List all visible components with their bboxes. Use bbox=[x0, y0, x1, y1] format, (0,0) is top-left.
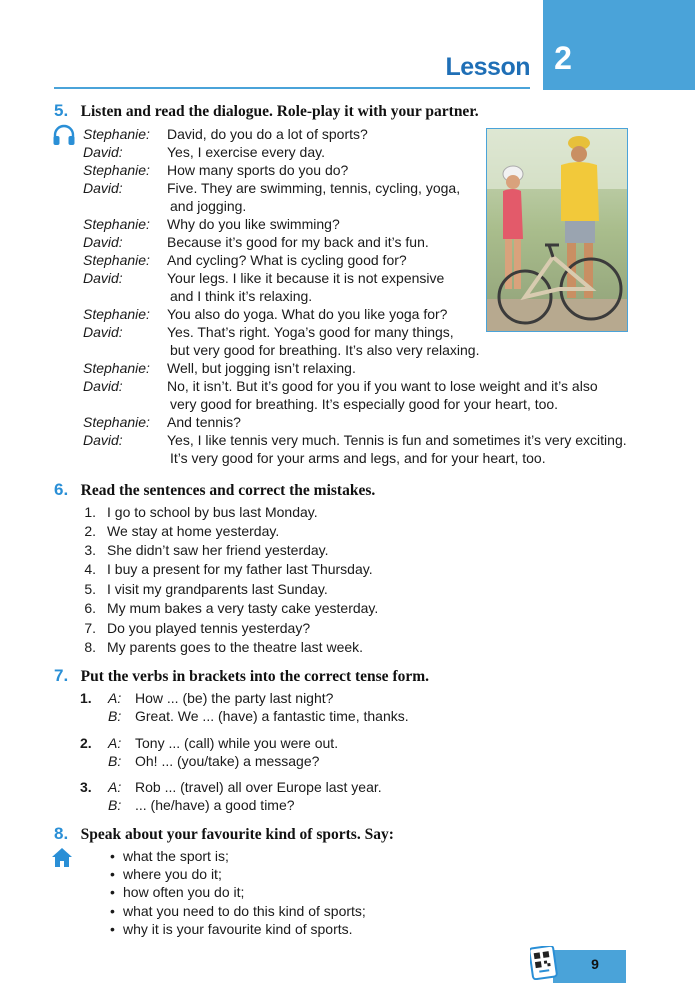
cyclists-photo bbox=[486, 128, 628, 332]
item-number: 2. bbox=[80, 735, 92, 751]
bullet-dot: • bbox=[110, 866, 115, 882]
speaker-a-label: A: bbox=[108, 735, 122, 751]
list-item-number: 4. bbox=[84, 561, 96, 577]
line-a: Rob ... (travel) all over Europe last year. bbox=[135, 779, 382, 795]
list-item-number: 8. bbox=[84, 639, 96, 655]
list-item-number: 6. bbox=[84, 600, 96, 616]
dialogue-line: Yes, I like tennis very much. Tennis is fun and sometimes it’s very exciting. bbox=[167, 432, 627, 448]
dialogue-line: And cycling? What is cycling good for? bbox=[167, 252, 407, 268]
list-item-number: 2. bbox=[84, 523, 96, 539]
list-item: My parents goes to the theatre last week. bbox=[107, 639, 364, 655]
bullet-dot: • bbox=[110, 884, 115, 900]
exercise-number: 7. bbox=[54, 666, 69, 685]
list-item: Do you played tennis yesterday? bbox=[107, 620, 311, 636]
line-b: Great. We ... (have) a fantastic time, thanks. bbox=[135, 708, 409, 724]
dialogue-speaker: Stephanie: bbox=[83, 216, 150, 232]
exercise-6-heading bbox=[54, 480, 375, 500]
dialogue-speaker: David: bbox=[83, 432, 123, 448]
dialogue-line: Yes. That’s right. Yoga’s good for many things, bbox=[167, 324, 454, 340]
lesson-number: 2 bbox=[554, 40, 572, 76]
dialogue-line: No, it isn’t. But it’s good for you if you want to lose weight and it’s also bbox=[167, 378, 598, 394]
speaker-a-label: A: bbox=[108, 690, 122, 706]
list-item-number: 1. bbox=[84, 504, 96, 520]
dialogue-speaker: David: bbox=[83, 144, 123, 160]
list-item-number: 5. bbox=[84, 581, 96, 597]
qr-code-icon[interactable] bbox=[530, 946, 558, 980]
dialogue-line: but very good for breathing. It’s also very relaxing. bbox=[170, 342, 480, 358]
bullet-dot: • bbox=[110, 903, 115, 919]
dialogue-line: Well, but jogging isn’t relaxing. bbox=[167, 360, 356, 376]
prompt-item: how often you do it; bbox=[123, 884, 245, 900]
list-item-number: 7. bbox=[84, 620, 96, 636]
dialogue-speaker: Stephanie: bbox=[83, 414, 150, 430]
list-item: My mum bakes a very tasty cake yesterday. bbox=[107, 600, 379, 616]
prompt-item: what you need to do this kind of sports; bbox=[123, 903, 366, 919]
exercise-title: Listen and read the dialogue. Role-play it with your partner. bbox=[80, 103, 479, 120]
exercise-8-heading bbox=[54, 824, 394, 844]
exercise-title: Read the sentences and correct the mistakes. bbox=[80, 482, 376, 499]
list-item-number: 3. bbox=[84, 542, 96, 558]
item-number: 1. bbox=[80, 690, 92, 706]
exercise-number: 5. bbox=[54, 101, 69, 120]
dialogue-line: Why do you like swimming? bbox=[167, 216, 340, 232]
dialogue-speaker: Stephanie: bbox=[83, 360, 150, 376]
dialogue-speaker: Stephanie: bbox=[83, 306, 150, 322]
bullet-dot: • bbox=[110, 921, 115, 937]
speaker-a-label: A: bbox=[108, 779, 122, 795]
dialogue-speaker: David: bbox=[83, 378, 123, 394]
dialogue-speaker: Stephanie: bbox=[83, 162, 150, 178]
dialogue-line: How many sports do you do? bbox=[167, 162, 349, 178]
home-icon bbox=[50, 846, 74, 868]
dialogue-speaker: David: bbox=[83, 324, 123, 340]
line-b: Oh! ... (you/take) a message? bbox=[135, 753, 320, 769]
speaker-b-label: B: bbox=[108, 797, 122, 813]
prompt-item: what the sport is; bbox=[123, 848, 229, 864]
header-divider bbox=[54, 87, 530, 89]
list-item: I visit my grandparents last Sunday. bbox=[107, 581, 328, 597]
prompt-item: why it is your favourite kind of sports. bbox=[123, 921, 353, 937]
dialogue-line: Yes, I exercise every day. bbox=[167, 144, 325, 160]
speaker-b-label: B: bbox=[108, 708, 122, 724]
dialogue-line: and I think it’s relaxing. bbox=[170, 288, 313, 304]
list-item: She didn’t saw her friend yesterday. bbox=[107, 542, 329, 558]
speaker-b-label: B: bbox=[108, 753, 122, 769]
dialogue-speaker: Stephanie: bbox=[83, 126, 150, 142]
dialogue-line: It’s very good for your arms and legs, and for your heart, too. bbox=[170, 450, 546, 466]
exercise-title: Put the verbs in brackets into the correct tense form. bbox=[80, 668, 430, 685]
exercise-title: Speak about your favourite kind of sports. Say: bbox=[80, 826, 394, 843]
page-number: 9 bbox=[591, 956, 599, 972]
dialogue-speaker: David: bbox=[83, 270, 123, 286]
dialogue-line: very good for breathing. It’s especially good for your heart, too. bbox=[170, 396, 559, 412]
headphones-icon bbox=[52, 124, 76, 146]
dialogue-speaker: David: bbox=[83, 234, 123, 250]
dialogue-line: Five. They are swimming, tennis, cycling, yoga, bbox=[167, 180, 461, 196]
exercise-number: 6. bbox=[54, 480, 69, 499]
list-item: I buy a present for my father last Thursday. bbox=[107, 561, 373, 577]
exercise-number: 8. bbox=[54, 824, 69, 843]
dialogue-line: Because it’s good for my back and it’s fun. bbox=[167, 234, 429, 250]
dialogue-line: and jogging. bbox=[170, 198, 247, 214]
prompt-item: where you do it; bbox=[123, 866, 222, 882]
dialogue-speaker: David: bbox=[83, 180, 123, 196]
dialogue-line: You also do yoga. What do you like yoga for? bbox=[167, 306, 448, 322]
exercise-5-heading bbox=[54, 101, 479, 121]
item-number: 3. bbox=[80, 779, 92, 795]
list-item: I go to school by bus last Monday. bbox=[107, 504, 318, 520]
line-b: ... (he/have) a good time? bbox=[135, 797, 295, 813]
list-item: We stay at home yesterday. bbox=[107, 523, 280, 539]
bullet-dot: • bbox=[110, 848, 115, 864]
dialogue-line: And tennis? bbox=[167, 414, 241, 430]
dialogue-speaker: Stephanie: bbox=[83, 252, 150, 268]
line-a: Tony ... (call) while you were out. bbox=[135, 735, 339, 751]
dialogue-line: David, do you do a lot of sports? bbox=[167, 126, 368, 142]
dialogue-line: Your legs. I like it because it is not expensive bbox=[167, 270, 445, 286]
line-a: How ... (be) the party last night? bbox=[135, 690, 334, 706]
lesson-title: Lesson bbox=[445, 53, 530, 81]
exercise-7-heading bbox=[54, 666, 429, 686]
